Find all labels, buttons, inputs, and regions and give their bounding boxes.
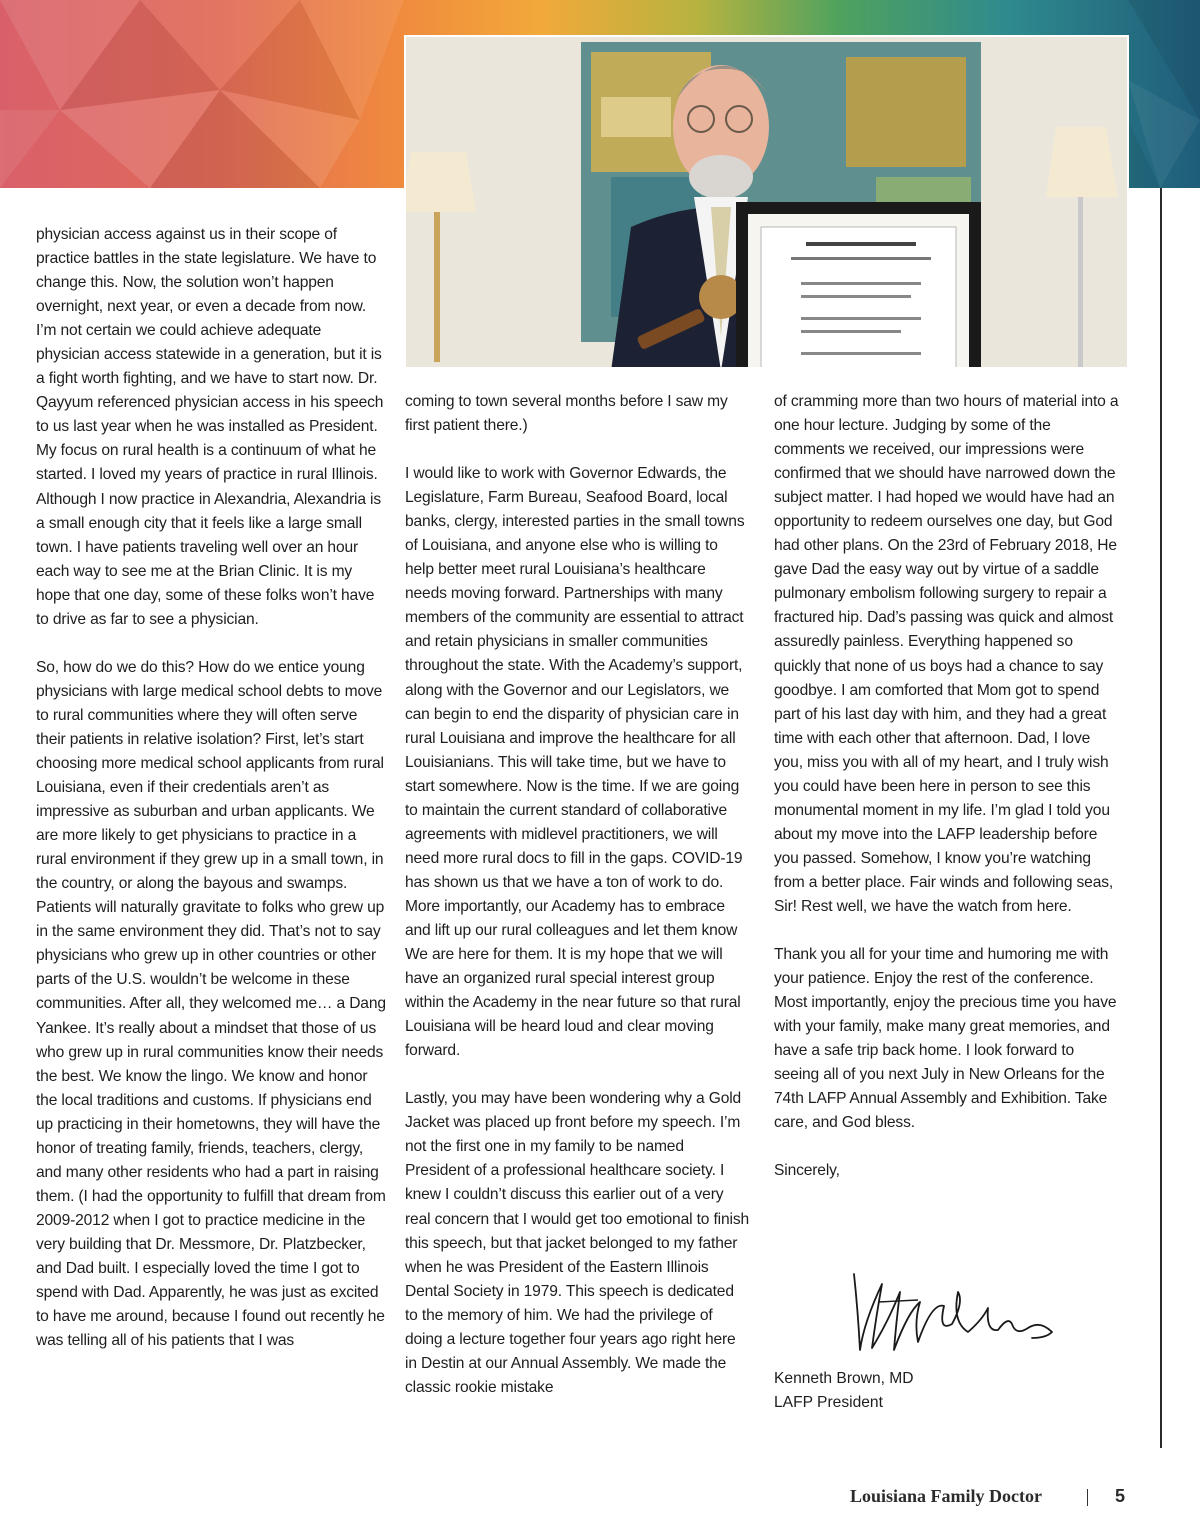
footer-divider bbox=[1087, 1489, 1088, 1506]
article-column-2 bbox=[405, 390, 750, 1424]
page-number: 5 bbox=[1115, 1486, 1126, 1506]
paragraph: of cramming more than two hours of material into a one hour lecture. Judging by some of the comments we received, our impressions were confirmed that we should have narrowed down the subject matter. I had hoped we would have had an opportunity to redeem ourselves one day, but God had other plans. On the 23rd of February 2018, He gave Dad the easy way out by virtue of a saddle pulmonary embolism following surgery to repair a fractured hip. Dad’s passing was quick and almost assuredly painless. Everything happened so quickly that none of us boys had a chance to say goodbye. I am comforted that Mom got to spend part of his last day with him, and they had a great time with each other that afternoon. Dad, I love you, miss you with all of my heart, and I truly wish you could have been here in person to see this monumental moment in my life. I’m glad I told you about my move into the LAFP leadership before you passed. Somehow, I know you’re watching from a better place. Fair winds and following seas, Sir! Rest well, we have the watch from here. bbox=[774, 393, 1119, 915]
paragraph: I would like to work with Governor Edwards, the Legislature, Farm Bureau, Seafood Board, local banks, clergy, interested parties in the small towns of Louisiana, and anyone else who is willing to help better meet rural Louisiana’s healthcare needs moving forward. Partnerships with many members of the community are essential to attract and retain physicians in smaller communities throughout the state. With the Academy’s support, along with the Governor and our Legislators, we can begin to end the disparity of physician care in rural Louisiana and improve the healthcare for all Louisianians. This will take time, but we have to start somewhere. Now is the time. If we are going to maintain the current standard of collaborative agreements with midlevel practitioners, we will need more rural docs to fill in the gaps. COVID-19 has shown us that we have a ton of work to do. More importantly, our Academy has to embrace and lift up our rural colleagues and let them know We are here for them. It is my hope that we will have an organized rural special interest group within the Academy in the near future so that rural Louisiana will be heard loud and clear moving forward. bbox=[405, 465, 745, 1060]
closing: Sincerely, bbox=[774, 1162, 840, 1180]
paragraph: Thank you all for your time and humoring me with your patience. Enjoy the rest of the conference. Most importantly, enjoy the precious time you have with your family, make many great memories, and have a safe trip back home. I look forward to seeing all of you next July in New Orleans for the 74th LAFP Annual Assembly and Exhibition. Take care, and God bless. bbox=[774, 946, 1117, 1132]
right-rule bbox=[1160, 188, 1162, 1448]
publication-title: Louisiana Family Doctor bbox=[850, 1486, 1042, 1506]
paragraph: Lastly, you may have been wondering why a Gold Jacket was placed up front before my speech. I’m not the first one in my family to be named President of a professional healthcare society. I knew I couldn’t discuss this earlier out of a very real concern that I would get too emotional to finish this speech, but that jacket belonged to my father when he was President of the Eastern Illinois Dental Society in 1979. This speech is dedicated to the memory of him. We had the privilege of doing a lecture together four years ago right here in Destin at our Annual Assembly. We made the classic rookie mistake bbox=[405, 1090, 749, 1396]
article-column-3 bbox=[774, 390, 1119, 1207]
signoff-title: LAFP President bbox=[774, 1394, 883, 1411]
signature-image bbox=[848, 1262, 1068, 1362]
page-footer bbox=[850, 1486, 1150, 1512]
article-column-1 bbox=[36, 223, 386, 1377]
paragraph: physician access against us in their scope of practice battles in the state legislature. We have to change this. Now, the solution won’t happen overnight, next year, or even a decade from now. I’m not certain we could achieve adequate physician access statewide in a generation, but it is a fight worth fighting, and we have to start now. Dr. Qayyum referenced physician access in his speech to us last year when he was installed as President. My focus on rural health is a continuum of what he started. I loved my years of practice in rural Illinois. Although I now practice in Alexandria, Alexandria is a small enough city that it feels like a large small town. I have patients traveling well over an hour each way to see me at the Brian Clinic. It is my hope that one day, some of these folks won’t have to drive as far to see a physician. bbox=[36, 226, 384, 628]
paragraph: So, how do we do this? How do we entice young physicians with large medical school debts to move to rural communities where they will often serve their patients in relative isolation? First, let’s start choosing more medical school applicants from rural Louisiana, even if their credentials aren’t as impressive as suburban and urban applicants. We are more likely to get physicians to practice in a rural environment if they grew up in a small town, in the country, or along the bayous and swamps. Patients will naturally gravitate to folks who grew up in the same environment they did. That’s not to say physicians who grew up in other countries or other parts of the U.S. wouldn’t be welcome in these communities. After all, they welcomed me… a Dang Yankee. It’s really about a mindset that those of us who grew up in rural communities know their needs the best. We know the lingo. We know and honor the local traditions and customs. If physicians end up practicing in their hometowns, they will have the honor of treating family, friends, teachers, clergy, and many other residents who had a part in raising them. (I had the opportunity to fulfill that dream from 2009-2012 when I got to practice medicine in the very building that Dr. Messmore, Dr. Platzbecker, and Dad built. I especially loved the time I got to spend with Dad. Apparently, he was just as excited to have me around, because I found out recently he was telling all of his patients that I was bbox=[36, 658, 386, 1350]
signoff-name: Kenneth Brown, MD bbox=[774, 1370, 914, 1387]
president-photo bbox=[404, 35, 1129, 369]
paragraph: coming to town several months before I saw my first patient there.) bbox=[405, 393, 728, 435]
